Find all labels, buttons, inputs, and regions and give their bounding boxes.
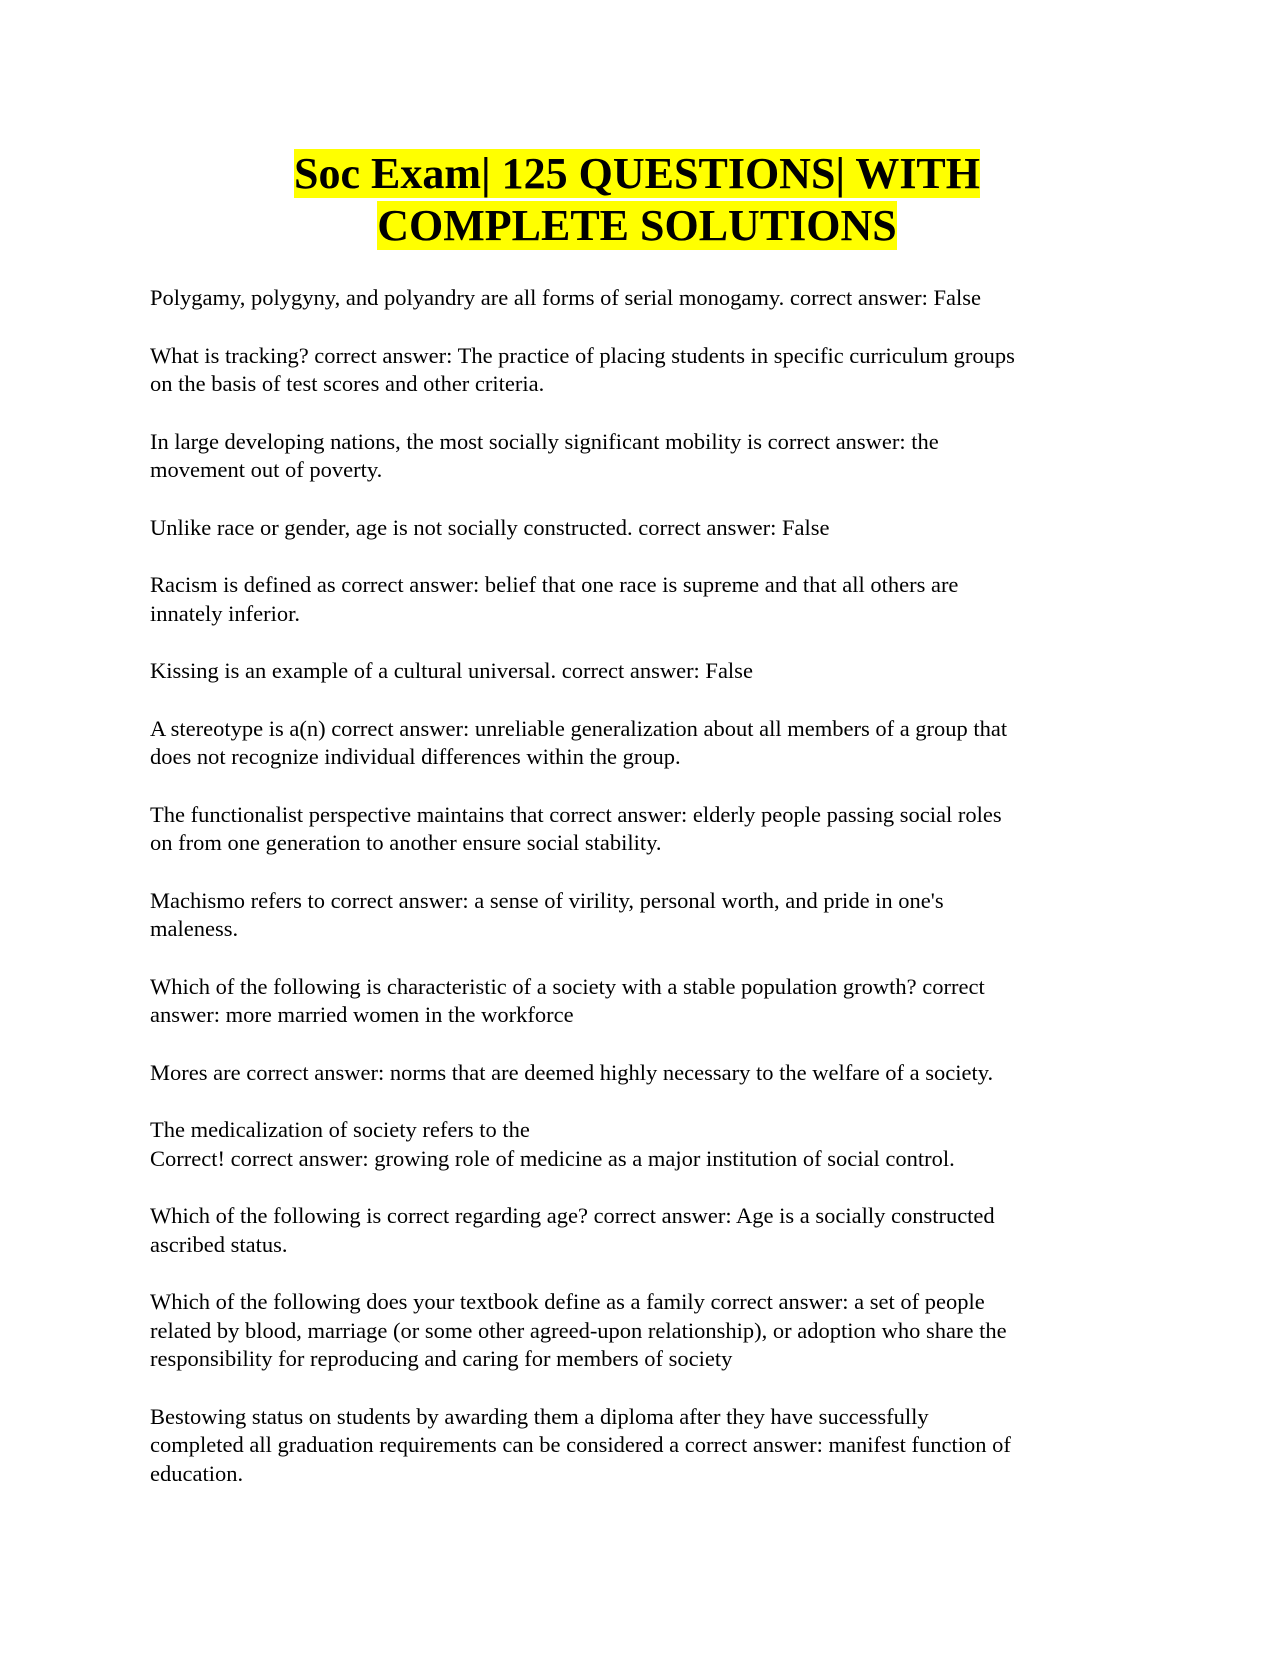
question-answer-line: ascribed status. <box>150 1231 288 1257</box>
document-title <box>150 148 1124 252</box>
question-answer-item <box>150 887 1130 944</box>
title-line-2: COMPLETE SOLUTIONS <box>377 201 897 250</box>
question-answer-item <box>150 284 1130 313</box>
question-answer-line: does not recognize individual differences within the group. <box>150 744 681 769</box>
question-answer-line: A stereotype is a(n) correct answer: unreliable generalization about all members of a group that <box>150 715 1008 741</box>
question-answer-line: on from one generation to another ensure social stability. <box>150 830 662 855</box>
question-answer-item <box>150 1403 1130 1489</box>
question-answer-line: Polygamy, polygyny, and polyandry are all forms of serial monogamy. correct answer: False <box>150 285 982 310</box>
question-answer-item <box>150 1202 1130 1259</box>
question-answer-line: related by blood, marriage (or some other agreed-upon relationship), or adoption who share the <box>150 1317 1007 1343</box>
question-answer-line: The medicalization of society refers to the <box>150 1117 530 1142</box>
question-answer-line: Bestowing status on students by awarding them a diploma after they have successfully <box>150 1403 929 1429</box>
question-answer-line: responsibility for reproducing and caring for members of society <box>150 1346 733 1371</box>
question-answer-line: Which of the following is characteristic of a society with a stable population growth? correct <box>150 973 985 999</box>
question-answer-line: answer: more married women in the workforce <box>150 1002 574 1027</box>
question-answer-line: education. <box>150 1460 244 1486</box>
question-answer-line: Racism is defined as correct answer: belief that one race is supreme and that all others are <box>150 572 959 597</box>
question-answer-item <box>150 571 1130 628</box>
question-answer-item <box>150 657 1130 686</box>
question-answer-item <box>150 715 1130 772</box>
question-answer-line: Which of the following is correct regarding age? correct answer: Age is a socially constructed <box>150 1203 995 1228</box>
question-answer-line: movement out of poverty. <box>150 457 383 482</box>
question-answer-line: Mores are correct answer: norms that are deemed highly necessary to the welfare of a society. <box>150 1059 994 1085</box>
question-answer-item <box>150 801 1130 858</box>
question-answer-item <box>150 1288 1130 1374</box>
title-line-1: Soc Exam| 125 QUESTIONS| WITH <box>293 149 981 198</box>
question-answer-line: completed all graduation requirements can be considered a correct answer: manifest function of <box>150 1432 1011 1457</box>
question-answer-list <box>150 284 1130 1517</box>
question-answer-item <box>150 514 1130 543</box>
question-answer-line: on the basis of test scores and other criteria. <box>150 371 545 396</box>
question-answer-line: Kissing is an example of a cultural universal. correct answer: False <box>150 658 753 683</box>
question-answer-line: Correct! correct answer: growing role of medicine as a major institution of social control. <box>150 1145 955 1171</box>
question-answer-line: Machismo refers to correct answer: a sense of virility, personal worth, and pride in one's <box>150 887 944 913</box>
question-answer-line: What is tracking? correct answer: The practice of placing students in specific curriculum groups <box>150 342 1015 368</box>
question-answer-line: Which of the following does your textbook define as a family correct answer: a set of people <box>150 1289 985 1314</box>
question-answer-item <box>150 1059 1130 1088</box>
question-answer-line: Unlike race or gender, age is not socially constructed. correct answer: False <box>150 514 830 540</box>
question-answer-item <box>150 428 1130 485</box>
question-answer-item <box>150 1116 1130 1173</box>
question-answer-item <box>150 342 1130 399</box>
question-answer-line: maleness. <box>150 916 239 941</box>
question-answer-line: The functionalist perspective maintains that correct answer: elderly people passing social roles <box>150 801 1002 827</box>
question-answer-line: In large developing nations, the most socially significant mobility is correct answer: the <box>150 428 939 454</box>
question-answer-line: innately inferior. <box>150 600 300 626</box>
question-answer-item <box>150 973 1130 1030</box>
